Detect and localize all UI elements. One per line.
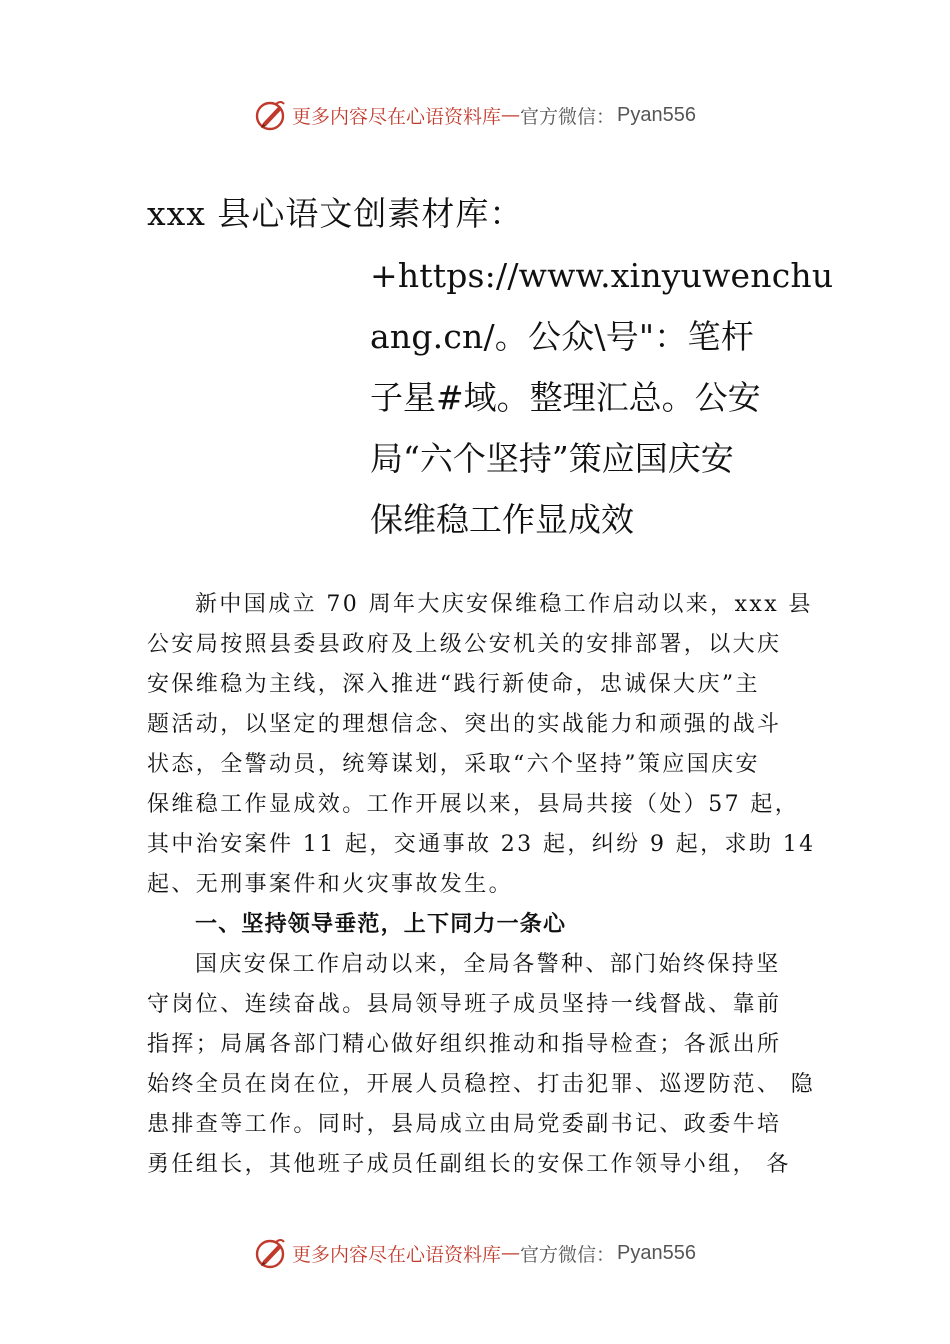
paragraph-line: 安保维稳为主线，深入推进“践行新使命，忠诚保大庆”主 [147,672,760,697]
banner-text: 更多内容尽在心语资料库 [292,1243,502,1266]
paragraph-line: 公安局按照县委县政府及上级公安机关的安排部署，以大庆 [147,632,782,657]
section-heading: 一、坚持领导垂范，上下同力一条心 [195,912,567,937]
title-line: +https://www.xinyuwenchu [370,256,834,295]
title-line: 局“六个坚持”策应国庆安 [370,439,734,478]
paragraph-line: 起、无刑事案件和火灾事故发生。 [147,872,514,897]
paragraph-line: 新中国成立 70 周年大庆安保维稳工作启动以来，xxx 县 [195,592,813,617]
doc-title [370,245,834,550]
paragraph-line: 保维稳工作显成效。工作开展以来，县局共接（处）57 起， [147,792,800,817]
paragraph-line: 守岗位、连续奋战。县局领导班子成员坚持一线督战、靠前 [147,992,782,1017]
paragraph-line: 始终全员在岗在位，开展人员稳控、打击犯罪、巡逻防范、 隐 [147,1072,816,1097]
paragraph-line: 国庆安保工作启动以来，全局各警种、部门始终保持坚 [195,952,781,977]
wechat-id: Pyan556 [617,1241,696,1264]
paragraph-line: 指挥；局属各部门精心做好组织推动和指导检查；各派出所 [147,1032,782,1057]
footer-banner [0,1233,950,1273]
title-line: 子星#域。整理汇总。公安 [370,378,761,417]
doc-heading: xxx 县心语文创素材库： [147,194,524,233]
pen-logo-icon [254,98,288,132]
banner-text: 更多内容尽在心语资料库 [292,105,502,128]
title-line: ang.cn/。公众\号"：笔杆 [370,317,754,356]
paragraph-line: 状态，全警动员，统筹谋划，采取“六个坚持”策应国庆安 [147,752,760,777]
wechat-id: Pyan556 [617,103,696,126]
wechat-label: 官方微信： [520,1243,616,1266]
header-banner [0,95,950,135]
pen-logo-icon [254,1236,288,1270]
paragraph-line: 其中治安案件 11 起，交通事故 23 起，纠纷 9 起，求助 14 [147,832,816,857]
paragraph-line: 患排查等工作。同时，县局成立由局党委副书记、政委牛培 [147,1112,782,1137]
wechat-label: 官方微信： [520,105,616,128]
doc-body [147,585,816,1185]
banner-dash: — [501,104,521,126]
paragraph-line: 题活动，以坚定的理想信念、突出的实战能力和顽强的战斗 [147,712,782,737]
paragraph-line: 勇任组长，其他班子成员任副组长的安保工作领导小组， 各 [147,1152,791,1177]
title-line: 保维稳工作显成效 [370,500,634,539]
banner-dash: — [501,1242,521,1264]
